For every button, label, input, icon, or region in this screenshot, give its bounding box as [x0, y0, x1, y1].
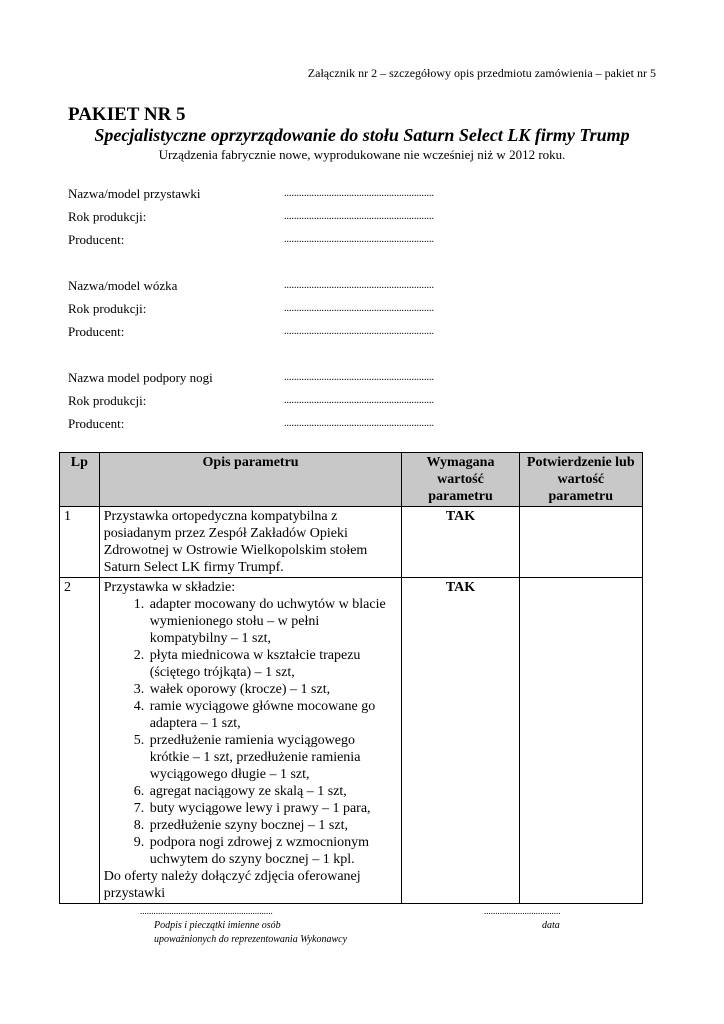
device-info-fields	[68, 182, 538, 435]
field-row	[68, 412, 538, 435]
list-item: 1. adapter mocowany do uchwytów w blacie wymienionego stołu – w pełni kompatybilny – 1 szt,	[148, 596, 398, 647]
list-item: 7. buty wyciągowe lewy i prawy – 1 para,	[148, 800, 398, 817]
list-item: 9. podpora nogi zdrowej z wzmocnionym uchwytem do szyny bocznej – 1 kpl.	[148, 834, 398, 868]
field-label: Rok produkcji:	[68, 208, 147, 224]
table-header-row	[60, 453, 643, 507]
signature-caption-line: upoważnionych do reprezentowania Wykonawcy	[154, 934, 348, 945]
row-description: Przystawka ortopedyczna kompatybilna z posiadanym przez Zespół Zakładów Opieki Zdrowotnej w Ostrowie Wielkopolskim stołem Saturn Select LK firmy Trumpf.	[99, 507, 402, 578]
field-group-leg-support	[68, 366, 538, 435]
required-value: TAK	[402, 578, 519, 904]
spacer	[68, 251, 538, 274]
list-item: 2. płyta miednicowa w kształcie trapezu (ściętego trójkąta) – 1 szt,	[148, 647, 398, 681]
fill-in-line[interactable]: ............................................................	[284, 280, 434, 291]
column-header-description: Opis parametru	[99, 453, 402, 507]
date-block	[484, 906, 561, 933]
fill-in-line[interactable]: ............................................................	[284, 234, 434, 245]
signature-caption-line: Podpis i pieczątki imienne osób	[154, 920, 281, 931]
parameters-table	[59, 452, 643, 904]
fill-in-line[interactable]: ............................................................	[284, 418, 434, 429]
fill-in-line[interactable]: ............................................................	[284, 372, 434, 383]
field-row	[68, 228, 538, 251]
field-row	[68, 182, 538, 205]
field-label: Producent:	[68, 323, 125, 339]
composition-list	[104, 596, 398, 868]
field-row	[68, 297, 538, 320]
package-subtitle: Specjalistyczne oprzyrządowanie do stołu Saturn Select LK firmy Trump	[94, 125, 630, 145]
list-item: 8. przedłużenie szyny bocznej – 1 szt,	[148, 817, 398, 834]
fill-in-line[interactable]: ............................................................	[284, 326, 434, 337]
field-label: Rok produkcji:	[68, 392, 147, 408]
photo-requirement: Do oferty należy dołączyć zdjęcia oferowanej przystawki	[103, 869, 361, 901]
field-row	[68, 205, 538, 228]
signature-block	[140, 906, 347, 947]
row-number: 2	[60, 578, 100, 904]
field-label: Producent:	[68, 415, 125, 431]
fill-in-line[interactable]: ............................................................	[284, 303, 434, 314]
fill-in-line[interactable]: ............................................................	[284, 395, 434, 406]
row-description	[99, 578, 402, 904]
field-group-trolley	[68, 274, 538, 343]
list-item: 3. wałek oporowy (krocze) – 1 szt,	[148, 681, 398, 698]
confirmation-cell[interactable]	[519, 578, 642, 904]
field-row	[68, 274, 538, 297]
signature-line[interactable]: ...........................................................	[140, 906, 273, 916]
list-item: 4. ramie wyciągowe główne mocowane go adaptera – 1 szt,	[148, 698, 398, 732]
column-header-required: Wymagana wartość parametru	[402, 453, 519, 507]
composition-intro: Przystawka w składzie:	[103, 580, 236, 595]
list-item: 5. przedłużenie ramienia wyciągowego krótkie – 1 szt, przedłużenie ramienia wyciągowego długie – 1 szt,	[148, 732, 398, 783]
date-line[interactable]: ..................................	[484, 906, 561, 916]
table-row	[60, 578, 643, 904]
field-row	[68, 389, 538, 412]
signature-caption	[140, 919, 347, 947]
attachment-header: Załącznik nr 2 – szczegółowy opis przedmiotu zamówienia – pakiet nr 5	[307, 66, 656, 80]
field-label: Nazwa/model przystawki	[68, 185, 201, 201]
fill-in-line[interactable]: ............................................................	[284, 188, 434, 199]
row-number: 1	[60, 507, 100, 578]
field-label: Nazwa/model wózka	[68, 277, 178, 293]
field-label: Producent:	[68, 231, 125, 247]
package-note: Urządzenia fabrycznie nowe, wyprodukowane nie wcześniej niż w 2012 roku.	[158, 147, 566, 162]
field-row	[68, 320, 538, 343]
spacer	[68, 343, 538, 366]
confirmation-cell[interactable]	[519, 507, 642, 578]
list-item: 6. agregat naciągowy ze skalą – 1 szt,	[148, 783, 398, 800]
field-label: Nazwa model podpory nogi	[68, 369, 213, 385]
required-value: TAK	[402, 507, 519, 578]
column-header-lp: Lp	[60, 453, 100, 507]
table-row	[60, 507, 643, 578]
field-label: Rok produkcji:	[68, 300, 147, 316]
package-title: PAKIET NR 5	[68, 104, 186, 125]
field-group-attachment	[68, 182, 538, 251]
field-row	[68, 366, 538, 389]
fill-in-line[interactable]: ............................................................	[284, 211, 434, 222]
date-caption: data	[542, 920, 560, 931]
column-header-confirmation: Potwierdzenie lub wartość parametru	[519, 453, 642, 507]
